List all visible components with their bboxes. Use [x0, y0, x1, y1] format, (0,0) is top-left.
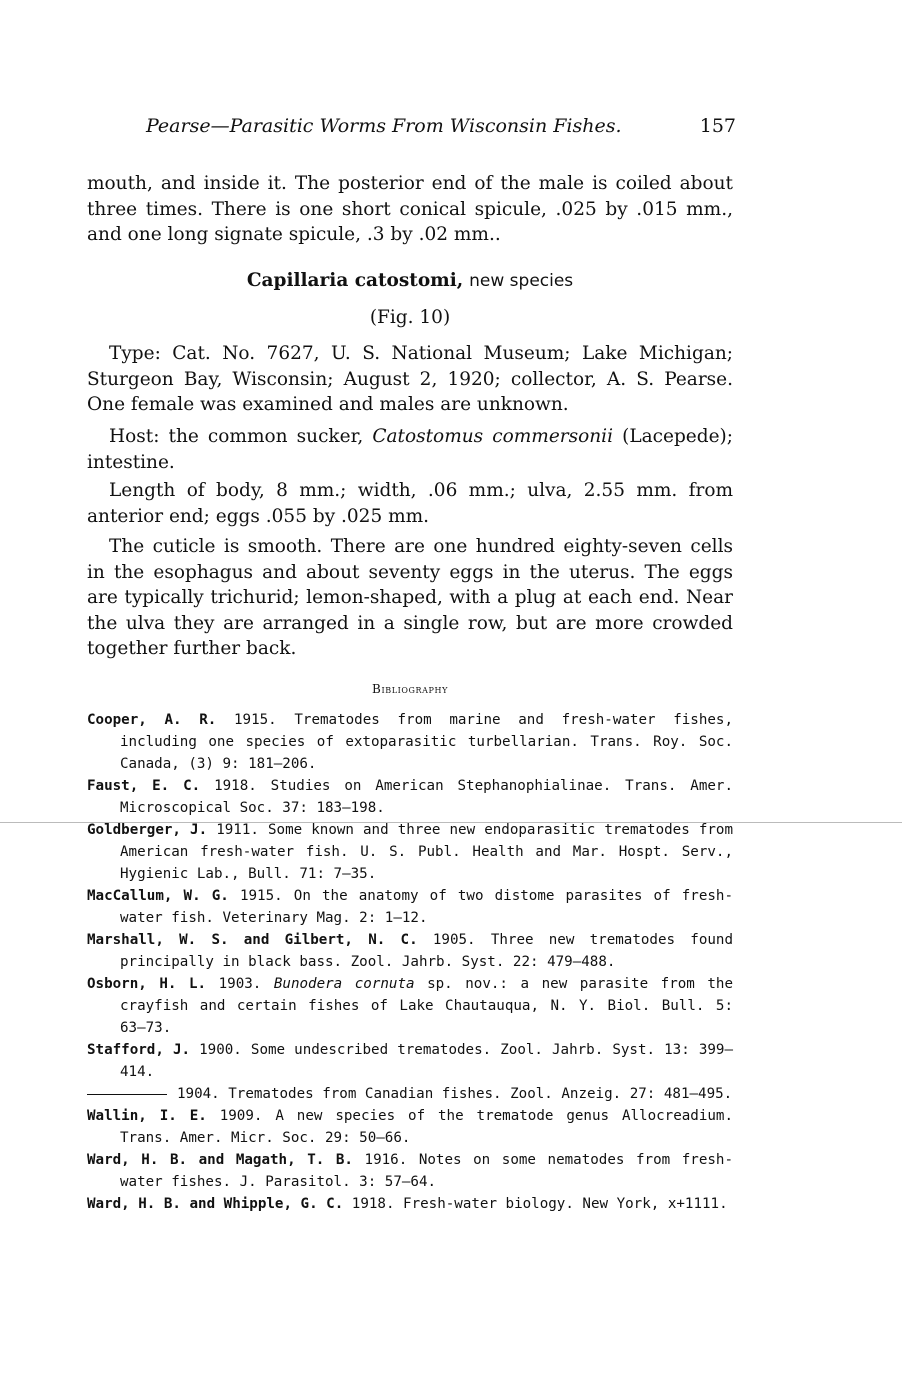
reference-author: MacCallum, W. G. — [87, 888, 229, 904]
reference-author: Ward, H. B. and Whipple, G. C. — [87, 1196, 344, 1212]
reference-text: 1905. Three new trematodes found principally in black bass. Zool. Jahrb. Syst. 22: 479–488. — [120, 932, 733, 970]
reference-author: Cooper, A. R. — [87, 712, 217, 728]
reference-text: 1918. Studies on American Stephanophialinae. Trans. Amer. Microscopical Soc. 37: 183–198. — [120, 778, 733, 816]
cuticle-paragraph: The cuticle is smooth. There are one hundred eighty-seven cells in the esophagus and about seventy eggs in the uterus. The eggs are typically trichurid; lemon-shaped, with a plug at each end. Near the ulva they are arranged in a single row, but are more crowded together further back. — [87, 536, 733, 659]
reference-item — [87, 1193, 733, 1215]
reference-author: Ward, H. B. and Magath, T. B. — [87, 1152, 353, 1168]
bibliography-title: Bibliography — [372, 682, 448, 696]
running-head — [146, 115, 736, 137]
reference-author: Marshall, W. S. and Gilbert, N. C. — [87, 932, 418, 948]
reference-text: 1900. Some undescribed trematodes. Zool. Jahrb. Syst. 13: 399–414. — [120, 1042, 734, 1080]
reference-item — [87, 775, 733, 819]
species-status: new species — [469, 271, 574, 291]
type-paragraph: Type: Cat. No. 7627, U. S. National Museum; Lake Michigan; Sturgeon Bay, Wisconsin; August 2, 1920; collector, A. S. Pearse. One female was examined and males are unknown. — [87, 343, 733, 415]
bibliography-list — [87, 709, 733, 1215]
reference-author: Goldberger, J. — [87, 822, 208, 838]
reference-item — [87, 885, 733, 929]
page-number: 157 — [699, 115, 736, 137]
reference-author: Faust, E. C. — [87, 778, 201, 794]
host-species: Catostomus commersonii — [372, 426, 614, 447]
reference-item — [87, 709, 733, 775]
reference-text: 1904. Trematodes from Canadian fishes. Zool. Anzeig. 27: 481–495. — [177, 1086, 733, 1102]
paragraph-top: mouth, and inside it. The posterior end of the male is coiled about three times. There is one short conical spicule, .025 by .015 mm., and one long signate spicule, .3 by .02 mm.. — [87, 173, 733, 245]
host-text-after: (Lacepede); intestine. — [87, 426, 733, 473]
reference-text: 1911. Some known and three new endoparasitic trematodes from American fresh-water fish. U. S. Publ. Health and Mar. Hospt. Serv., Hygienic Lab., Bull. 71: 7–35. — [120, 822, 733, 882]
reference-item — [87, 929, 733, 973]
reference-author: Wallin, I. E. — [87, 1108, 207, 1124]
host-paragraph — [87, 424, 733, 475]
reference-text: 1918. Fresh-water biology. New York, x+1111. — [343, 1196, 728, 1212]
reference-species: Bunodera cornuta — [273, 976, 415, 992]
host-text-before: Host: the common sucker, — [109, 426, 373, 447]
reference-item — [87, 1105, 733, 1149]
same-author-dash — [87, 1094, 167, 1095]
reference-item — [87, 973, 733, 1039]
reference-text: 1916. Notes on some nematodes from fresh-water fishes. J. Parasitol. 3: 57–64. — [120, 1152, 733, 1190]
reference-item — [87, 1039, 733, 1083]
reference-text: 1915. Trematodes from marine and fresh-water fishes, including one species of extoparasitic turbellarian. Trans. Roy. Soc. Canada, (3) 9: 181–206. — [120, 712, 733, 772]
reference-text-before: 1903. — [206, 976, 274, 992]
species-name: Capillaria catostomi, — [246, 270, 464, 291]
running-head-title: Pearse—Parasitic Worms From Wisconsin Fishes. — [146, 115, 622, 137]
reference-author: Stafford, J. — [87, 1042, 191, 1058]
reference-text: 1909. A new species of the trematode genus Allocreadium. Trans. Amer. Micr. Soc. 29: 50–66. — [120, 1108, 734, 1146]
species-heading — [87, 270, 733, 291]
reference-item — [87, 819, 733, 885]
reference-text: 1915. On the anatomy of two distome parasites of fresh-water fish. Veterinary Mag. 2: 1–12. — [120, 888, 733, 926]
reference-item — [87, 1149, 733, 1193]
reference-text: sp. nov.: a new parasite from the crayfish and certain fishes of Lake Chautauqua, N. Y. Biol. Bull. 5: 63–73. — [120, 976, 733, 1036]
reference-item — [87, 1083, 733, 1105]
reference-author: Osborn, H. L. — [87, 976, 207, 992]
figure-reference: (Fig. 10) — [369, 307, 451, 328]
length-paragraph: Length of body, 8 mm.; width, .06 mm.; ulva, 2.55 mm. from anterior end; eggs .055 by .025 mm. — [87, 480, 733, 527]
